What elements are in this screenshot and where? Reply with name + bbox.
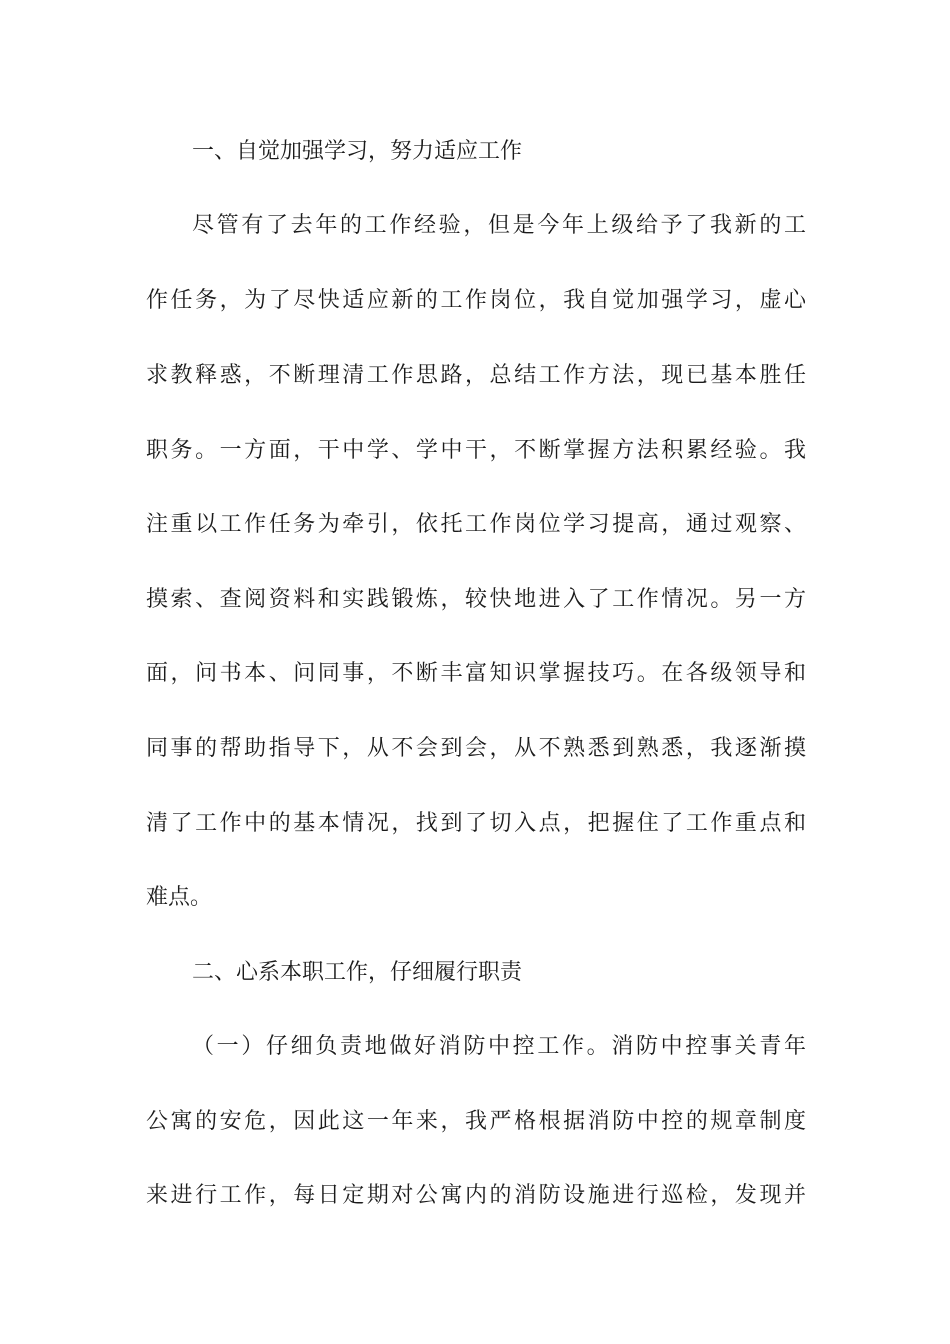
- paragraph-line: 作任务，为了尽快适应新的工作岗位，我自觉加强学习，虚心: [146, 288, 806, 313]
- paragraph-line: 同事的帮助指导下，从不会到会，从不熟悉到熟悉，我逐渐摸: [146, 736, 806, 761]
- paragraph-line: 职务。一方面，干中学、学中干，不断掌握方法积累经验。我: [146, 438, 806, 463]
- paragraph-line: 求教释惑，不断理清工作思路，总结工作方法，现已基本胜任: [146, 363, 806, 388]
- paragraph-line: 注重以工作任务为牵引，依托工作岗位学习提高，通过观察、: [146, 512, 806, 537]
- paragraph-line: 清了工作中的基本情况，找到了切入点，把握住了工作重点和: [146, 811, 806, 836]
- paragraph-line: 尽管有了去年的工作经验，但是今年上级给予了我新的工: [192, 213, 806, 238]
- paragraph-line: 公寓的安危，因此这一年来，我严格根据消防中控的规章制度: [146, 1109, 806, 1134]
- section-heading-2: 二、心系本职工作，仔细履行职责: [192, 960, 523, 985]
- paragraph-line: 来进行工作，每日定期对公寓内的消防设施进行巡检，发现并: [146, 1183, 806, 1208]
- paragraph-line: 面，问书本、问同事，不断丰富知识掌握技巧。在各级领导和: [146, 661, 806, 686]
- paragraph-line: 摸索、查阅资料和实践锻炼，较快地进入了工作情况。另一方: [146, 587, 806, 612]
- section-heading-1: 一、自觉加强学习，努力适应工作: [192, 139, 523, 164]
- paragraph-line: 难点。: [146, 885, 213, 910]
- paragraph-line: （一）仔细负责地做好消防中控工作。消防中控事关青年: [192, 1034, 806, 1059]
